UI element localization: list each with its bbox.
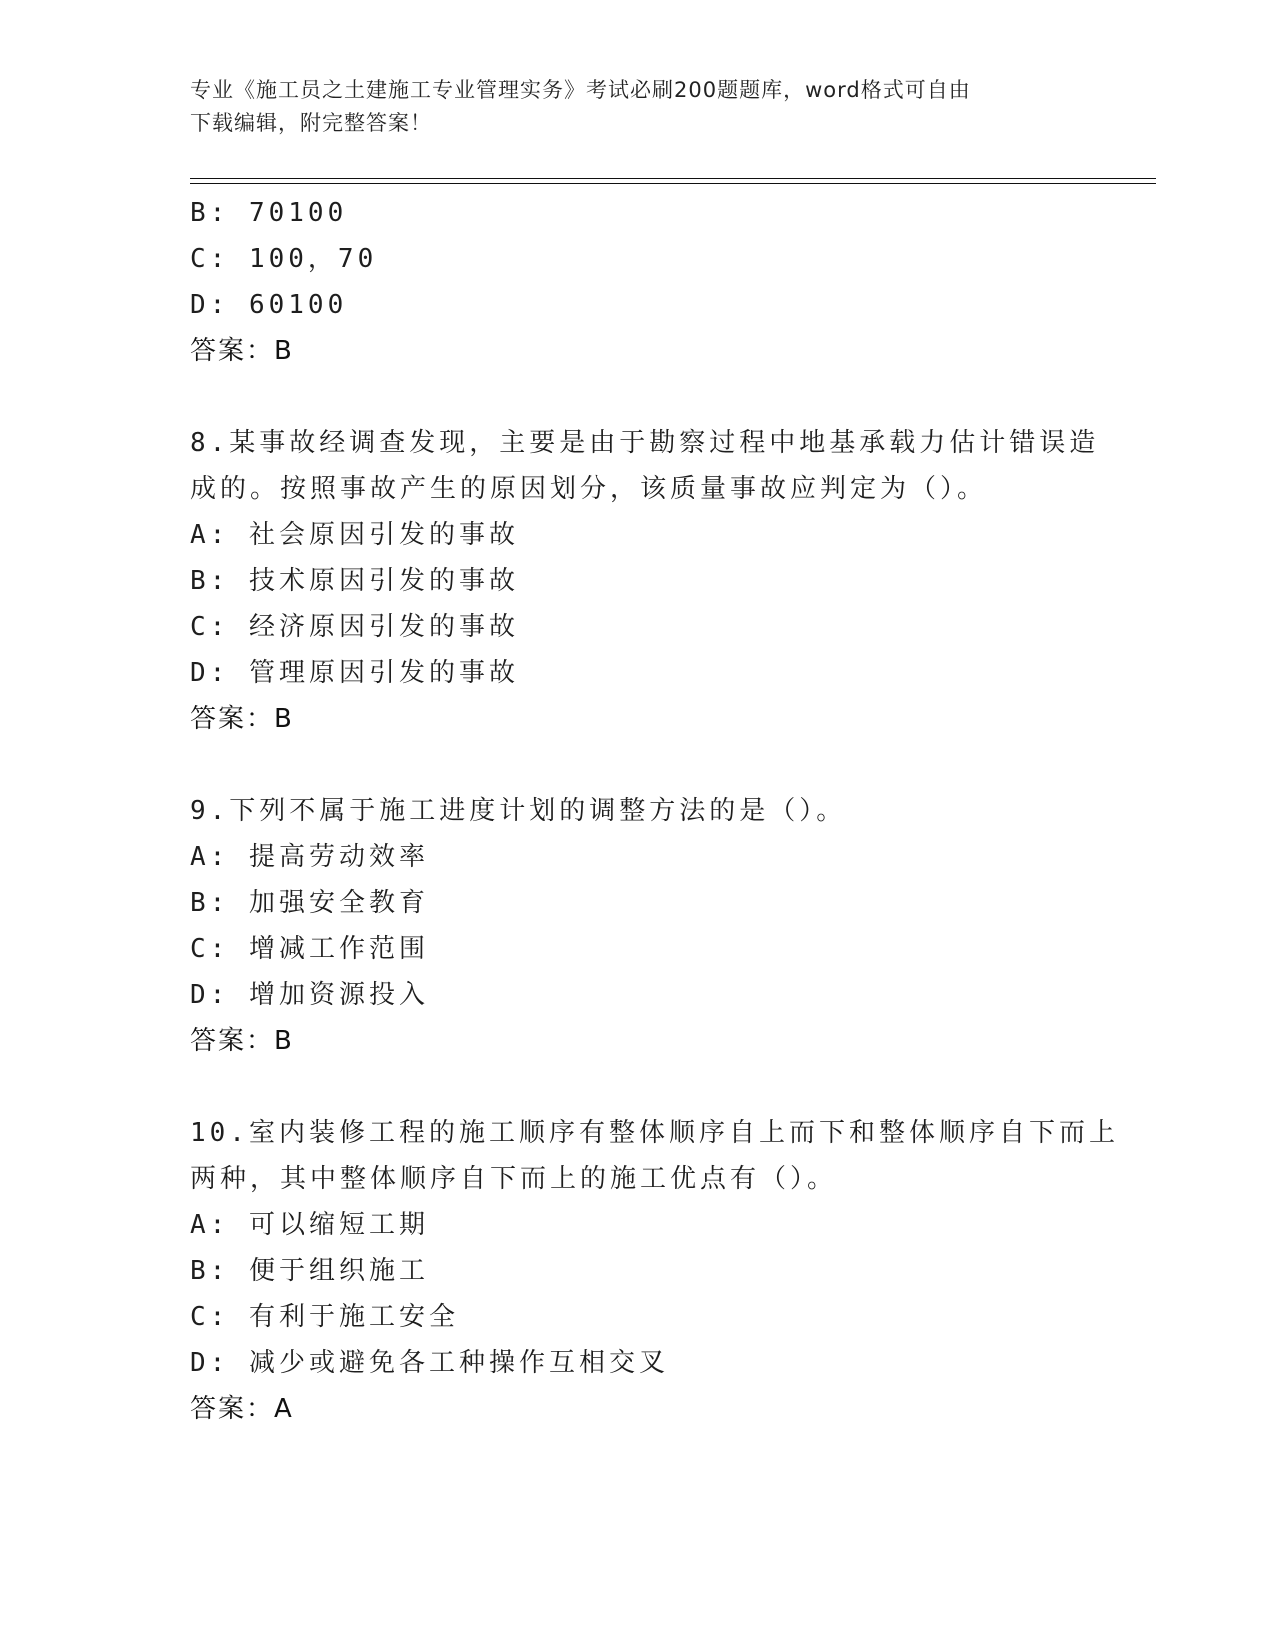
question-9 xyxy=(190,788,1090,1064)
answer-line: 答案：B xyxy=(190,1026,294,1056)
option-b: B: 便于组织施工 xyxy=(190,1256,429,1286)
option-d: D: 增加资源投入 xyxy=(190,980,429,1010)
answer-line: 答案：B xyxy=(190,704,294,734)
option-a: A: 提高劳动效率 xyxy=(190,842,429,872)
option-d: D: 60100 xyxy=(190,290,348,320)
option-c: C: 增减工作范围 xyxy=(190,934,429,964)
question-stem-line-2: 成的。按照事故产生的原因划分，该质量事故应判定为（）。 xyxy=(190,474,988,504)
option-b: B: 加强安全教育 xyxy=(190,888,429,918)
header-rule-bottom xyxy=(190,183,1156,184)
header-rule-top xyxy=(190,178,1156,179)
option-d: D: 减少或避免各工种操作互相交叉 xyxy=(190,1348,669,1378)
option-c: C: 经济原因引发的事故 xyxy=(190,612,519,642)
question-8 xyxy=(190,420,1100,742)
option-c: C: 100，70 xyxy=(190,244,378,274)
option-a: A: 社会原因引发的事故 xyxy=(190,520,519,550)
header-line-1: 专业《施工员之土建施工专业管理实务》考试必刷200题题库，word格式可自由 xyxy=(190,78,971,102)
prev-question-block xyxy=(190,190,1090,374)
option-c: C: 有利于施工安全 xyxy=(190,1302,459,1332)
header-line-2: 下载编辑，附完整答案！ xyxy=(190,111,432,135)
question-stem-line-2: 两种，其中整体顺序自下而上的施工优点有（）。 xyxy=(190,1164,838,1194)
question-content xyxy=(190,190,1119,1432)
question-stem-line-1: 9.下列不属于施工进度计划的调整方法的是（）。 xyxy=(190,796,847,826)
option-d: D: 管理原因引发的事故 xyxy=(190,658,519,688)
answer-line: 答案：A xyxy=(190,1394,294,1424)
question-10 xyxy=(190,1110,1119,1432)
answer-line: 答案：B xyxy=(190,336,294,366)
option-b: B: 70100 xyxy=(190,198,348,228)
question-stem-line-1: 8.某事故经调查发现，主要是由于勘察过程中地基承载力估计错误造 xyxy=(190,428,1100,458)
question-stem-line-1: 10.室内装修工程的施工顺序有整体顺序自上而下和整体顺序自下而上 xyxy=(190,1118,1119,1148)
document-header xyxy=(190,74,1090,140)
option-b: B: 技术原因引发的事故 xyxy=(190,566,519,596)
option-a: A: 可以缩短工期 xyxy=(190,1210,429,1240)
